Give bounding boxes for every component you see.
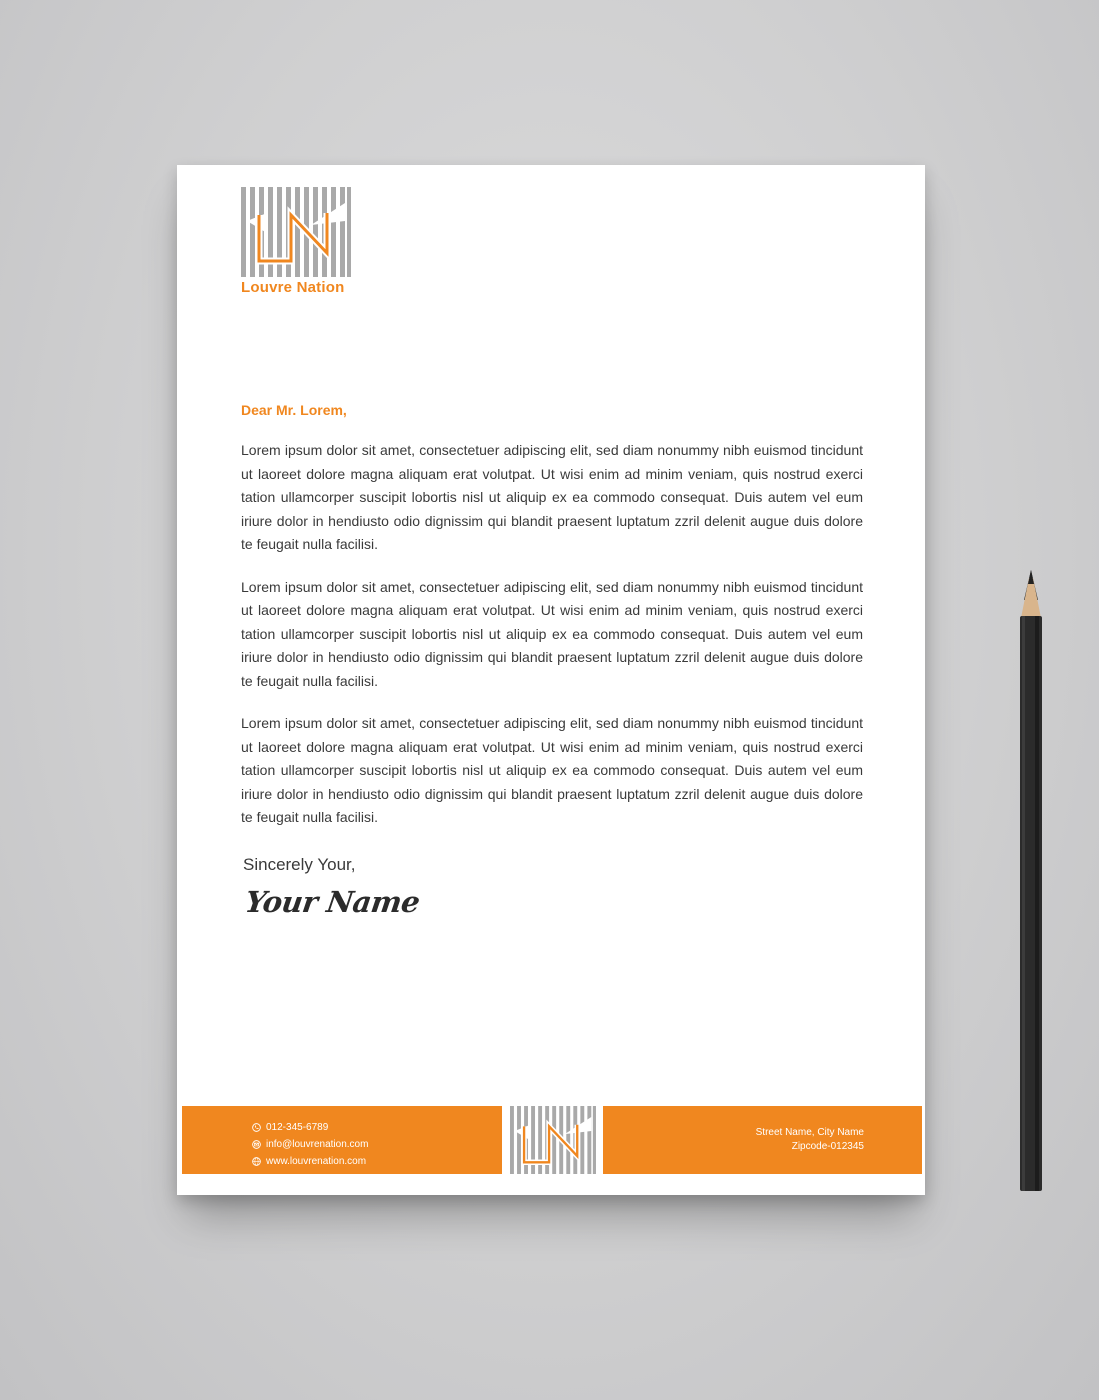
- brand-name: Louvre Nation: [241, 279, 345, 296]
- signature: Your Name: [243, 885, 422, 919]
- letter-salutation: Dear Mr. Lorem,: [241, 402, 347, 418]
- footer-logo: [510, 1106, 596, 1174]
- letter-paragraph: Lorem ipsum dolor sit amet, consectetuer adipiscing elit, sed diam nonummy nibh euismod tincidunt ut laoreet dolore magna aliquam erat volutpat. Ut wisi enim ad minim veniam, quis nostrud exerci tation ullamcorper suscipit lobortis nisl ut aliquip ex ea commodo consequat. Duis autem vel eum iriure dolor in hendiusto odio dignissim qui blandit praesent luptatum zzril delenit augue duis dolore te feugait nulla facilisi.: [241, 715, 863, 825]
- letter-closing: Sincerely Your,: [243, 855, 356, 874]
- letter-paragraph: Lorem ipsum dolor sit amet, consectetuer adipiscing elit, sed diam nonummy nibh euismod tincidunt ut laoreet dolore magna aliquam erat volutpat. Ut wisi enim ad minim veniam, quis nostrud exerci tation ullamcorper suscipit lobortis nisl ut aliquip ex ea commodo consequat. Duis autem vel eum iriure dolor in hendiusto odio dignissim qui blandit praesent luptatum zzril delenit augue duis dolore te feugait nulla facilisi.: [241, 578, 863, 689]
- address-street: Street Name, City Name: [755, 1127, 864, 1138]
- email-address: info@louvrenation.com: [266, 1139, 369, 1150]
- contact-website: [252, 1153, 368, 1170]
- contact-email: [252, 1136, 368, 1153]
- address-zip: Zipcode-012345: [791, 1141, 864, 1152]
- phone-icon: [252, 1123, 261, 1132]
- address-block: [756, 1126, 864, 1154]
- contact-list: [252, 1119, 368, 1170]
- globe-icon: [252, 1157, 261, 1166]
- letterhead-page: [177, 165, 925, 1195]
- letter-body: [241, 439, 863, 849]
- louvre-logo-icon: [241, 187, 351, 277]
- footer-band-right: [603, 1106, 922, 1174]
- phone-number: 012-345-6789: [266, 1122, 329, 1133]
- footer-band-left: [182, 1106, 502, 1174]
- letterhead-footer: [182, 1106, 922, 1174]
- pencil-icon: [1016, 570, 1046, 1195]
- contact-phone: [252, 1119, 368, 1136]
- website-url: www.louvrenation.com: [266, 1156, 367, 1167]
- louvre-logo-icon: [510, 1106, 596, 1174]
- brand-logo: [241, 187, 361, 296]
- email-icon: [252, 1140, 261, 1149]
- letter-paragraph: Lorem ipsum dolor sit amet, consectetuer adipiscing elit, sed diam nonummy nibh euismod tincidunt ut laoreet dolore magna aliquam erat volutpat. Ut wisi enim ad minim veniam, quis nostrud exerci tation ullamcorper suscipit lobortis nisl ut aliquip ex ea commodo consequat. Duis autem vel eum iriure dolor in hendiusto odio dignissim qui blandit praesent luptatum zzril delenit augue duis dolore te feugait nulla facilisi.: [241, 442, 863, 552]
